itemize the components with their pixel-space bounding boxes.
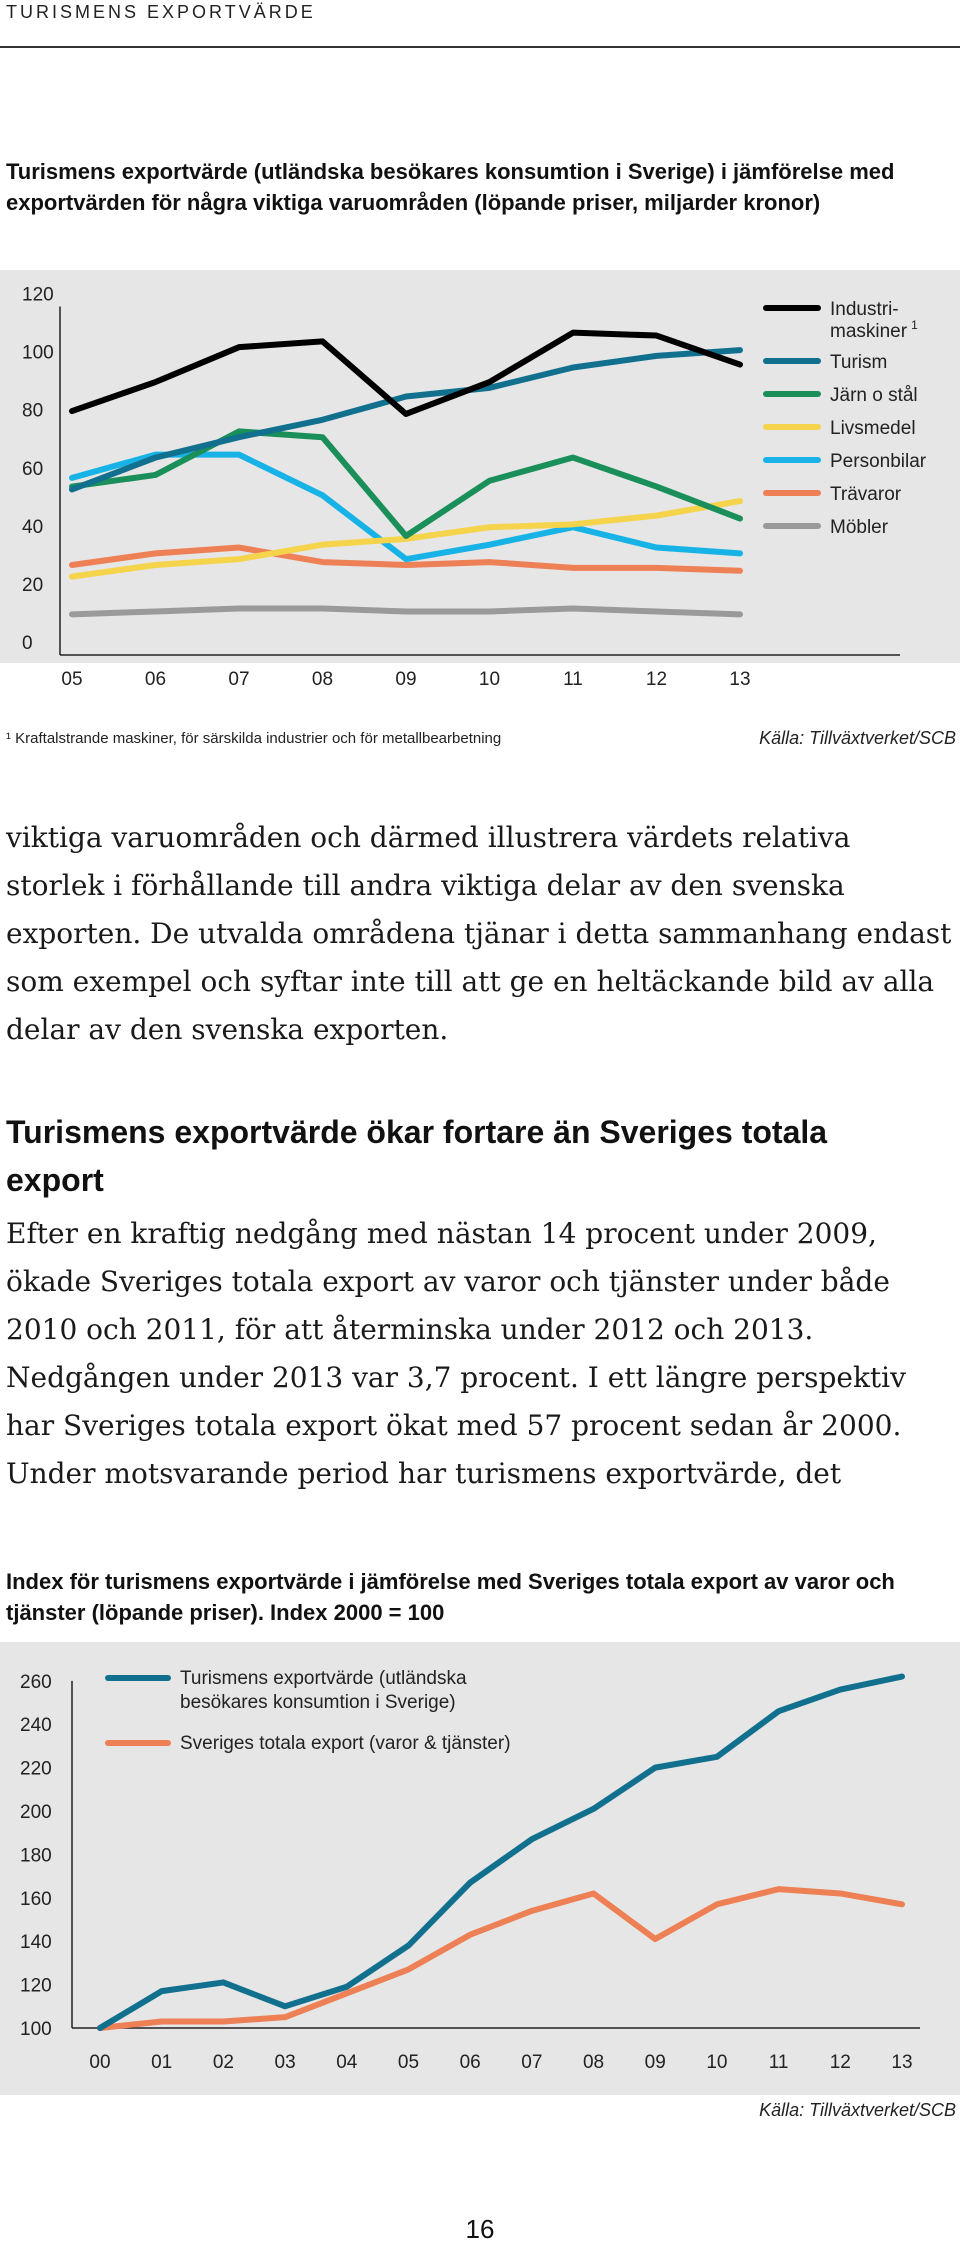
chart1-svg: [0, 270, 960, 690]
body-paragraph-2: Efter en kraftig nedgång med nästan 14 procent under 2009, ökade Sveriges totala export av varor och tjänster under både 2010 och 2011, för att återminska under 2012 och 2013. Nedgången under 2013 var 3,7 procent. I ett längre perspektiv har Sveriges totala export ökat med 57 procent sedan år 2000. Under motsvarande period har turismens exportvärde, det: [6, 1217, 906, 1490]
page-number: 16: [465, 2214, 495, 2244]
chart1-y-tick-label: 80: [22, 400, 44, 422]
chart2-series-line: [100, 1889, 902, 2028]
chart1-panel: [0, 270, 960, 690]
chart2-y-tick-label: 240: [20, 1715, 52, 1737]
chart1-x-tick-label: 06: [144, 669, 167, 690]
chart1-x-tick-label: 05: [61, 669, 83, 690]
chart2-y-tick-label: 200: [20, 1802, 52, 1824]
chart1-y-tick-label: 100: [22, 342, 54, 364]
chart2-x-tick-label: 04: [336, 2052, 358, 2073]
chart1-legend-label: maskiner $^1$: [830, 318, 918, 342]
chart1-x-tick-label: 07: [228, 669, 250, 690]
chart2-legend-label: besökares konsumtion i Sverige): [180, 1692, 456, 1713]
chart2-y-tick-label: 180: [20, 1845, 52, 1867]
chart2-y-tick-label: 120: [20, 1975, 52, 1997]
chart2-title: Index för turismens exportvärde i jämförelse med Sveriges totala export av varor och tjänster (löpande priser). Index 2000 = 100: [6, 1569, 895, 1625]
chart1-x-tick-label: 12: [645, 669, 668, 690]
chart2-y-tick-label: 260: [20, 1671, 52, 1693]
chart2-x-tick-label: 06: [459, 2052, 481, 2073]
chart1-legend-label: Industri-: [830, 299, 899, 320]
chart2-y-tick-label: 140: [20, 1932, 52, 1954]
chart2-x-tick-label: 05: [397, 2052, 420, 2073]
chart1-legend-label: Järn o stål: [830, 385, 918, 406]
chart1-x-tick-label: 11: [563, 669, 583, 690]
chart2-y-tick-label: 100: [20, 2019, 52, 2040]
chart1-legend-label: Trävaror: [830, 484, 902, 505]
chart2-x-tick-label: 09: [644, 2052, 666, 2073]
chart1-series-line: [72, 609, 740, 615]
section-header-label: TURISMENS EXPORTVÄRDE: [6, 2, 316, 22]
chart1-y-tick-label: 40: [22, 516, 44, 538]
chart2-x-tick-label: 08: [582, 2052, 605, 2073]
chart2-legend-label: Turismens exportvärde (utländska: [180, 1668, 467, 1689]
chart2-x-tick-label: 13: [891, 2052, 913, 2073]
chart2-x-tick-label: 11: [768, 2052, 789, 2073]
chart1-series-line: [72, 333, 740, 414]
chart1-legend-label: Möbler: [830, 517, 889, 538]
chart1-series-line: [72, 455, 740, 560]
body-paragraph-1: viktiga varuområden och därmed illustrera värdets relativa storlek i förhållande till andra viktiga delar av den svenska exporten. De utvalda områdena tjänar i detta sammanhang endast som exempel och syftar inte till att ge en heltäckande bild av alla delar av den svenska exporten.: [6, 821, 952, 1046]
chart2-y-tick-label: 220: [20, 1758, 52, 1780]
chart1-x-tick-label: 10: [478, 669, 501, 690]
section-heading: Turismens exportvärde ökar fortare än Sveriges totala export: [6, 1114, 828, 1198]
chart1-y-tick-label: 0: [22, 633, 33, 654]
chart1-x-tick-label: 09: [395, 669, 417, 690]
chart2-source: Källa: Tillväxtverket/SCB: [759, 2100, 956, 2120]
chart2-x-tick-label: 03: [274, 2052, 296, 2073]
chart2-legend-label: Sveriges totala export (varor & tjänster): [180, 1733, 511, 1754]
chart1-legend-label: Personbilar: [830, 451, 927, 472]
chart2-x-tick-label: 10: [706, 2052, 728, 2073]
chart1-title: Turismens exportvärde (utländska besökares konsumtion i Sverige) i jämförelse med exportvärden för några viktiga varuområden (löpande priser, miljarder kronor): [6, 159, 895, 215]
chart1-legend-label: Turism: [830, 352, 888, 373]
chart1-y-tick-label: 120: [22, 284, 54, 306]
chart2-y-tick-label: 160: [20, 1888, 52, 1910]
chart2-series-line: [100, 1677, 902, 2028]
chart2-svg: [0, 1642, 960, 2095]
chart1-footnote: ¹ Kraftalstrande maskiner, för särskilda industrier och för metallbearbetning: [6, 730, 502, 747]
chart2-x-tick-label: 00: [89, 2052, 111, 2073]
header-divider: [0, 46, 960, 48]
chart2-x-tick-label: 02: [212, 2052, 234, 2073]
chart1-legend-label: Livsmedel: [830, 418, 916, 439]
chart1-y-tick-label: 20: [22, 574, 44, 596]
chart1-x-tick-label: 08: [311, 669, 334, 690]
chart1-y-tick-label: 60: [22, 458, 44, 480]
chart1-x-tick-label: 13: [729, 669, 751, 690]
chart2-x-tick-label: 07: [521, 2052, 543, 2073]
chart2-x-tick-label: 12: [829, 2052, 851, 2073]
chart2-x-tick-label: 01: [151, 2052, 173, 2073]
chart2-panel: [0, 1642, 960, 2095]
chart1-source: Källa: Tillväxtverket/SCB: [759, 728, 956, 748]
